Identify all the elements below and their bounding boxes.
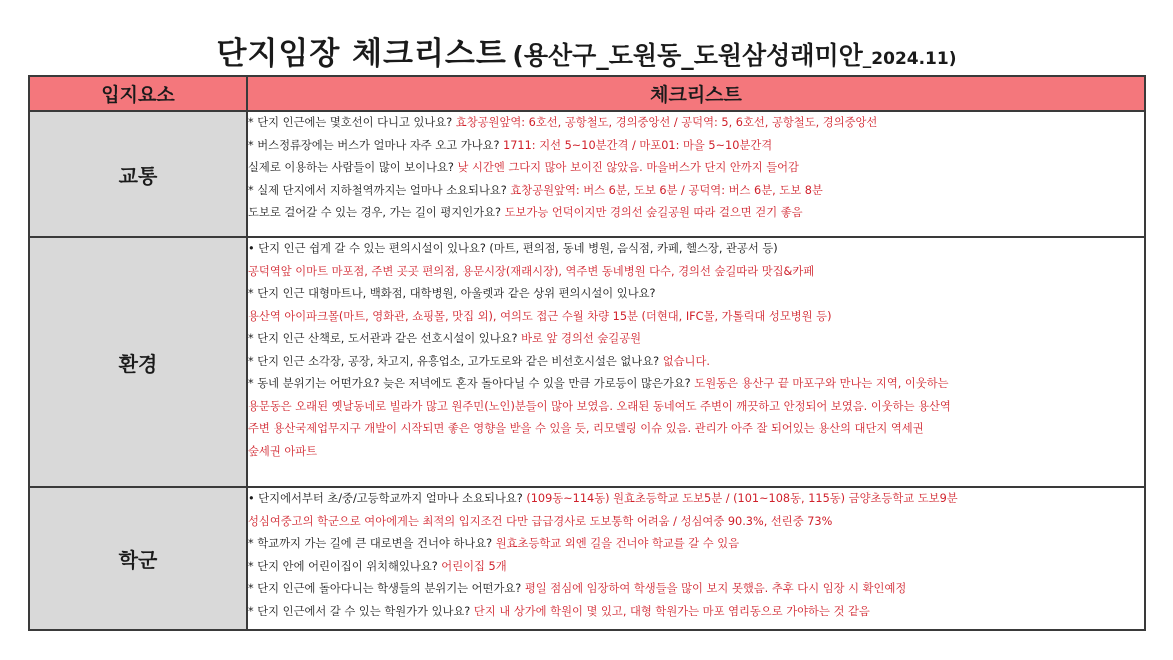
- section-row: [29, 487, 1145, 630]
- question-text: * 학교까지 가는 길에 큰 대로변을 건너야 하나요?: [248, 537, 496, 550]
- checklist-line: [248, 511, 1144, 534]
- answer-text: 평일 점심에 임장하여 학생들을 많이 보지 못했음. 추후 다시 임장 시 확인예정: [524, 582, 907, 595]
- answer-text: 용문동은 오래된 옛날동네로 빌라가 많고 원주민(노인)분들이 많아 보였음. 오래된 동네여도 주변이 깨끗하고 안정되어 보였음. 이웃하는 용산역: [248, 399, 951, 413]
- title-sub: (용산구_도원동_도원삼성래미안: [512, 41, 863, 70]
- answer-text: 어린이집 5개: [441, 559, 507, 573]
- category-cell: 환경: [29, 237, 247, 487]
- answer-text: 없습니다.: [662, 354, 710, 368]
- question-text: * 단지 인근 대형마트나, 백화점, 대학병원, 아울렛과 같은 상위 편의시설이 있나요?: [248, 287, 656, 300]
- question-text: • 단지 인근 쉽게 갈 수 있는 편의시설이 있나요? (마트, 편의점, 동네 병원, 음식점, 카페, 헬스장, 관공서 등): [248, 242, 778, 255]
- header-checklist: 체크리스트: [247, 76, 1145, 111]
- answer-text: 도보가능 언덕이지만 경의선 숲길공원 따라 걸으면 걷기 좋음: [504, 206, 803, 219]
- checklist-line: [248, 488, 1144, 511]
- answer-text: 공덕역앞 이마트 마포점, 주변 곳곳 편의점, 용문시장(재래시장), 역주변 동네병원 다수, 경의선 숲길따라 맛집&카페: [248, 264, 815, 278]
- question-text: * 단지 인근 산책로, 도서관과 같은 선호시설이 있나요?: [248, 332, 522, 345]
- checklist-cell: [247, 237, 1145, 487]
- answer-text: 용산역 아이파크몰(마트, 영화관, 쇼핑몰, 맛집 외), 여의도 접근 수월 차량 15분 (더현대, IFC몰, 가톨릭대 성모병원 등): [248, 309, 832, 323]
- checklist-line: [248, 261, 1144, 284]
- checklist-line: [248, 180, 1144, 203]
- question-text: * 동네 분위기는 어떤가요? 늦은 저녁에도 혼자 돌아다닐 수 있을 만큼 가로등이 많은가요?: [248, 377, 695, 390]
- checklist-line: [248, 157, 1144, 180]
- section-row: [29, 237, 1145, 487]
- checklist-line: [248, 441, 1144, 464]
- question-text: * 단지 인근 소각장, 공장, 차고지, 유흥업소, 고가도로와 같은 비선호시설은 없나요?: [248, 354, 663, 368]
- title-main: 단지임장 체크리스트: [216, 36, 507, 72]
- answer-text: 효창공원앞역: 6호선, 공항철도, 경의중앙선 / 공덕역: 5, 6호선, 공항철도, 경의중앙선: [455, 116, 878, 129]
- question-text: * 단지 안에 어린이집이 위치해있나요?: [248, 559, 442, 573]
- question-text: * 버스정류장에는 버스가 얼마나 자주 오고 가나요?: [248, 138, 504, 152]
- checklist-line: [248, 112, 1144, 135]
- checklist-cell: [247, 487, 1145, 630]
- checklist-line: [248, 418, 1144, 441]
- checklist-line: [248, 202, 1144, 225]
- checklist-line: [248, 238, 1144, 261]
- answer-text: 도원동은 용산구 끝 마포구와 만나는 지역, 이웃하는: [694, 377, 949, 390]
- question-text: • 단지에서부터 초/중/고등학교까지 얼마나 소요되나요?: [248, 492, 527, 505]
- table-header-row: [29, 76, 1145, 111]
- checklist-line: [248, 556, 1144, 579]
- question-text: * 실제 단지에서 지하철역까지는 얼마나 소요되나요?: [248, 183, 511, 197]
- checklist-line: [248, 283, 1144, 306]
- category-cell: 학군: [29, 487, 247, 630]
- checklist-line: [248, 396, 1144, 419]
- answer-text: 효창공원앞역: 버스 6분, 도보 6분 / 공덕역: 버스 6분, 도보 8분: [510, 183, 823, 197]
- checklist-line: [248, 601, 1144, 624]
- answer-text: 원효초등학교 외엔 길을 건너야 학교를 갈 수 있음: [495, 537, 740, 550]
- question-text: * 단지 인근에 돌아다니는 학생들의 분위기는 어떤가요?: [248, 582, 525, 595]
- header-category: 입지요소: [29, 76, 247, 111]
- answer-text: 1711: 지선 5~10분간격 / 마포01: 마을 5~10분간격: [503, 138, 773, 152]
- category-cell: 교통: [29, 111, 247, 237]
- answer-text: 숲세권 아파트: [248, 444, 318, 458]
- checklist-line: [248, 135, 1144, 158]
- question-text: * 단지 인근에는 몇호선이 다니고 있나요?: [248, 116, 456, 129]
- checklist-table: [28, 75, 1146, 631]
- answer-text: 바로 앞 경의선 숲길공원: [521, 332, 642, 345]
- question-text: 실제로 이용하는 사람들이 많이 보이나요?: [248, 161, 458, 174]
- checklist-line: [248, 533, 1144, 556]
- checklist-line: [248, 306, 1144, 329]
- checklist-line: [248, 328, 1144, 351]
- answer-text: 주변 용산국제업무지구 개발이 시작되면 좋은 영향을 받을 수 있을 듯, 리모델링 이슈 있음. 관리가 아주 잘 되어있는 용산의 대단지 역세권: [248, 422, 924, 435]
- checklist-line: [248, 351, 1144, 374]
- section-row: [29, 111, 1145, 237]
- question-text: * 단지 인근에서 갈 수 있는 학원가가 있나요?: [248, 604, 474, 618]
- question-text: 도보로 걸어갈 수 있는 경우, 가는 길이 평지인가요?: [248, 206, 505, 219]
- answer-text: 낮 시간엔 그다지 많아 보이진 않았음. 마을버스가 단지 안까지 들어감: [457, 161, 799, 174]
- answer-text: 성심여중고의 학군으로 여아에게는 최적의 입지조건 다만 급급경사로 도보통학 어려움 / 성심여중 90.3%, 선린중 73%: [248, 514, 833, 528]
- checklist-line: [248, 373, 1144, 396]
- checklist-cell: [247, 111, 1145, 237]
- answer-text: (109동~114동) 원효초등학교 도보5분 / (101~108동, 115동) 금양초등학교 도보9분: [526, 492, 958, 505]
- page-title: [0, 28, 1173, 73]
- title-date: _2024.11): [862, 49, 957, 69]
- checklist-line: [248, 578, 1144, 601]
- answer-text: 단지 내 상가에 학원이 몇 있고, 대형 학원가는 마포 염리동으로 가야하는 것 같음: [473, 604, 870, 618]
